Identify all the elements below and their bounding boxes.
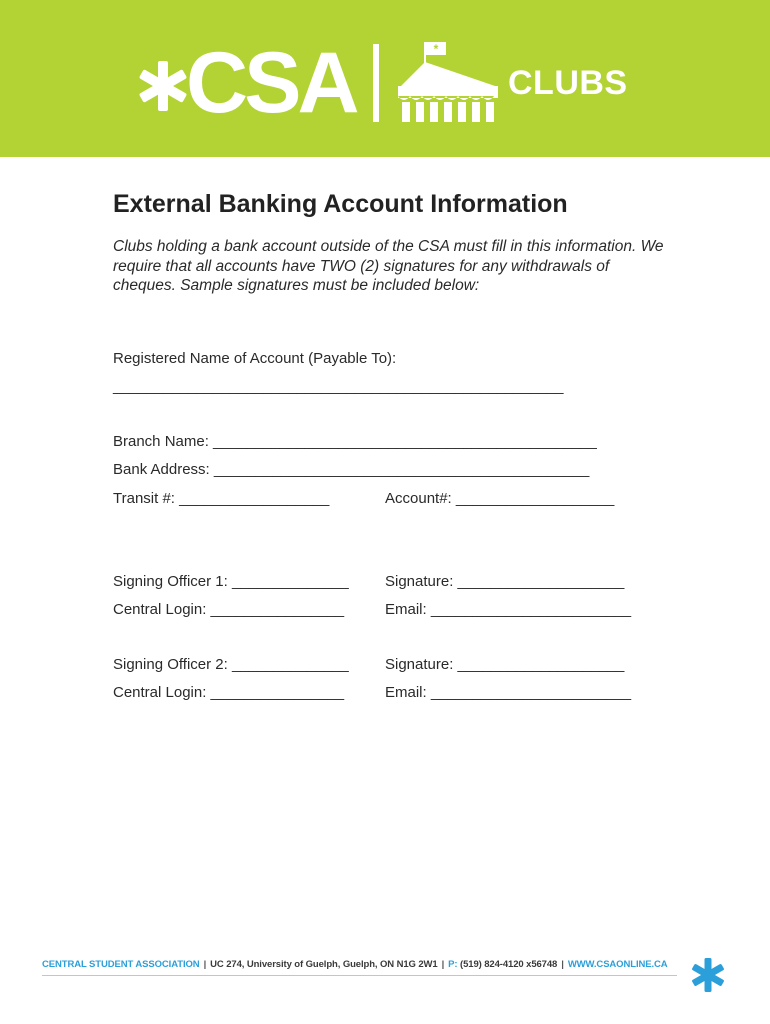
header-banner — [0, 0, 770, 157]
signature-2-field[interactable]: Signature: ____________________ — [385, 656, 625, 673]
footer-separator: | — [561, 959, 564, 970]
footer-separator: | — [441, 959, 445, 970]
footer-phone-label: P: — [448, 959, 458, 970]
signature-1-field[interactable]: Signature: ____________________ — [385, 573, 625, 590]
asterisk-logo-icon — [137, 60, 189, 112]
footer-contact — [42, 959, 668, 970]
footer-org: CENTRAL STUDENT ASSOCIATION — [42, 959, 200, 970]
signing-officer-2-field[interactable]: Signing Officer 2: ______________ — [113, 656, 349, 673]
signing-officer-1-field[interactable]: Signing Officer 1: ______________ — [113, 573, 349, 590]
csa-logo-text: CSA — [186, 35, 356, 131]
asterisk-footer-icon — [690, 957, 726, 993]
footer-website-link[interactable]: WWW.CSAONLINE.CA — [567, 959, 668, 970]
central-login-2-field[interactable]: Central Login: ________________ — [113, 684, 345, 701]
registered-name-label: Registered Name of Account (Payable To): — [113, 350, 397, 367]
footer-separator: | — [203, 959, 207, 970]
branch-name-field[interactable]: Branch Name: ______________________________________________ — [113, 433, 597, 450]
transit-field[interactable]: Transit #: __________________ — [113, 490, 330, 507]
footer-address: UC 274, University of Guelph, Guelph, ON N1G 2W1 — [210, 959, 438, 970]
footer-divider — [42, 975, 677, 976]
intro-paragraph: Clubs holding a bank account outside of the CSA must fill in this information. We require that all accounts have TWO (2) signatures for any withdrawals of cheques. Sample signatures must be included below: — [113, 238, 664, 294]
email-2-field[interactable]: Email: ________________________ — [385, 684, 632, 701]
bank-address-field[interactable]: Bank Address: _____________________________________________ — [113, 461, 590, 478]
email-1-field[interactable]: Email: ________________________ — [385, 601, 632, 618]
logo-divider — [373, 44, 379, 122]
page-title: External Banking Account Information — [113, 190, 568, 218]
clubs-logo-text: CLUBS — [508, 64, 628, 102]
flag-mark: * — [433, 42, 439, 56]
tent-icon — [396, 40, 500, 124]
account-number-field[interactable]: Account#: ___________________ — [385, 490, 615, 507]
registered-name-field[interactable]: ______________________________________________________ — [113, 378, 564, 395]
footer-phone: (519) 824-4120 x56748 — [460, 959, 558, 970]
central-login-1-field[interactable]: Central Login: ________________ — [113, 601, 345, 618]
